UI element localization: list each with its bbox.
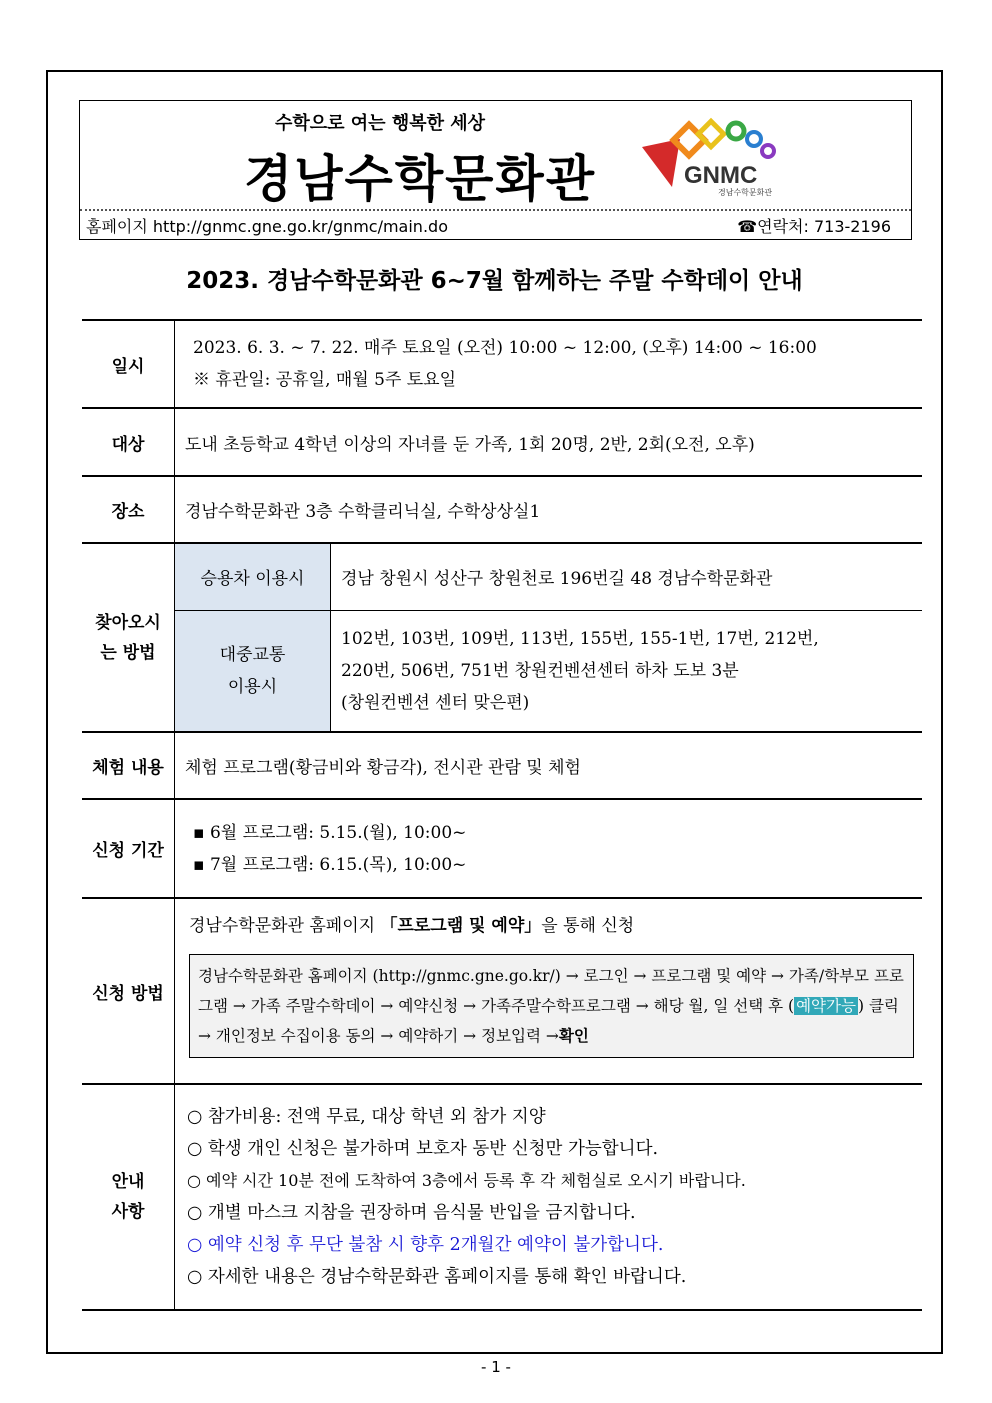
note-item: ○ 개별 마스크 지참을 권장하며 음식물 반입을 금지합니다.: [187, 1203, 636, 1223]
note-item-warning: ○ 예약 신청 후 무단 불참 시 향후 2개월간 예약이 불가합니다.: [187, 1235, 664, 1255]
row-content: [82, 732, 922, 799]
period-item: ▪ 7월 프로그램: 6.15.(목), 10:00~: [193, 854, 467, 875]
row-place: [82, 476, 922, 543]
label-place: 장소: [82, 476, 175, 543]
reservable-badge: 예약가능: [796, 997, 856, 1015]
bus-line: 220번, 506번, 751번 창원컨벤션센터 하차 도보 3분: [341, 660, 739, 681]
method-steps-box: 경남수학문화관 홈페이지 (http://gnmc.gne.go.kr/) → 로그인 → 프로그램 및 예약 → 가족/학부모 프로그램 → 가족 주말수학데이 → 예약신청 → 가족주말수학프로그램 → 해당 월, 일 선택 후 ( 예약가능 ) 클릭 → 개인정보 수집이용 동의 → 예약하기 → 정보입력 →확인: [189, 954, 914, 1058]
row-target: [82, 408, 922, 476]
note-item: ○ 예약 시간 10분 전에 도착하여 3층에서 등록 후 각 체험실로 오시기 바랍니다.: [187, 1171, 746, 1190]
svg-text:경남수학문화관: 경남수학문화관: [718, 188, 773, 197]
content-text: 체험 프로그램(황금비와 황금각), 전시관 관람 및 체험: [175, 732, 923, 799]
note-item: ○ 자세한 내용은 경남수학문화관 홈페이지를 통해 확인 바랍니다.: [187, 1267, 687, 1287]
contact-phone: ☎연락처: 713-2196: [737, 217, 891, 236]
period-item: ▪ 6월 프로그램: 5.15.(월), 10:00~: [193, 822, 467, 843]
info-table: [82, 319, 922, 1311]
svg-text:GNMC: GNMC: [684, 162, 758, 189]
label-datetime: 일시: [82, 320, 175, 408]
row-notes: [82, 1084, 922, 1310]
bus-line: 102번, 103번, 109번, 113번, 155번, 155-1번, 17번, 212번,: [341, 628, 819, 649]
dotted-divider: [80, 209, 911, 211]
document-title: 2023. 경남수학문화관 6~7월 함께하는 주말 수학데이 안내: [186, 268, 803, 294]
car-label: 승용차 이용시: [175, 543, 331, 610]
homepage-link[interactable]: 홈페이지 http://gnmc.gne.go.kr/gnmc/main.do: [86, 217, 448, 236]
row-method: [82, 898, 922, 1084]
target-text: 도내 초등학교 4학년 이상의 자녀를 둔 가족, 1회 20명, 2반, 2회(오전, 오후): [175, 408, 923, 476]
note-item: ○ 학생 개인 신청은 불가하며 보호자 동반 신청만 가능합니다.: [187, 1139, 659, 1159]
org-name: 경남수학문화관: [243, 150, 597, 208]
header-box: [79, 100, 912, 240]
label-directions: 찾아오시는 방법: [82, 543, 175, 732]
label-period: 신청 기간: [82, 799, 175, 898]
label-target: 대상: [82, 408, 175, 476]
row-directions-bus: [82, 610, 922, 732]
row-period: [82, 799, 922, 898]
bus-label: 대중교통 이용시: [175, 610, 331, 732]
datetime-text: 2023. 6. 3. ~ 7. 22. 매주 토요일 (오전) 10:00 ~ 12:00, (오후) 14:00 ~ 16:00: [193, 338, 817, 358]
row-directions-car: [82, 543, 922, 610]
method-intro: 경남수학문화관 홈페이지 「프로그램 및 예약」을 통해 신청: [189, 916, 635, 936]
bus-line: (창원컨벤션 센터 맞은편): [341, 692, 530, 713]
label-method: 신청 방법: [82, 898, 175, 1084]
car-directions: 경남 창원시 성산구 창원천로 196번길 48 경남수학문화관: [331, 543, 923, 610]
row-datetime: [82, 320, 922, 408]
page-number: - 1 -: [481, 1358, 511, 1376]
place-text: 경남수학문화관 3층 수학클리닉실, 수학상상실1: [175, 476, 923, 543]
label-content: 체험 내용: [82, 732, 175, 799]
slogan: 수학으로 여는 행복한 세상: [274, 113, 486, 134]
note-item: ○ 참가비용: 전액 무료, 대상 학년 외 참가 지양: [187, 1107, 546, 1127]
label-notes: 안내 사항: [82, 1084, 175, 1310]
closed-days-note: ※ 휴관일: 공휴일, 매월 5주 토요일: [193, 370, 457, 390]
gnmc-logo: [640, 117, 780, 197]
